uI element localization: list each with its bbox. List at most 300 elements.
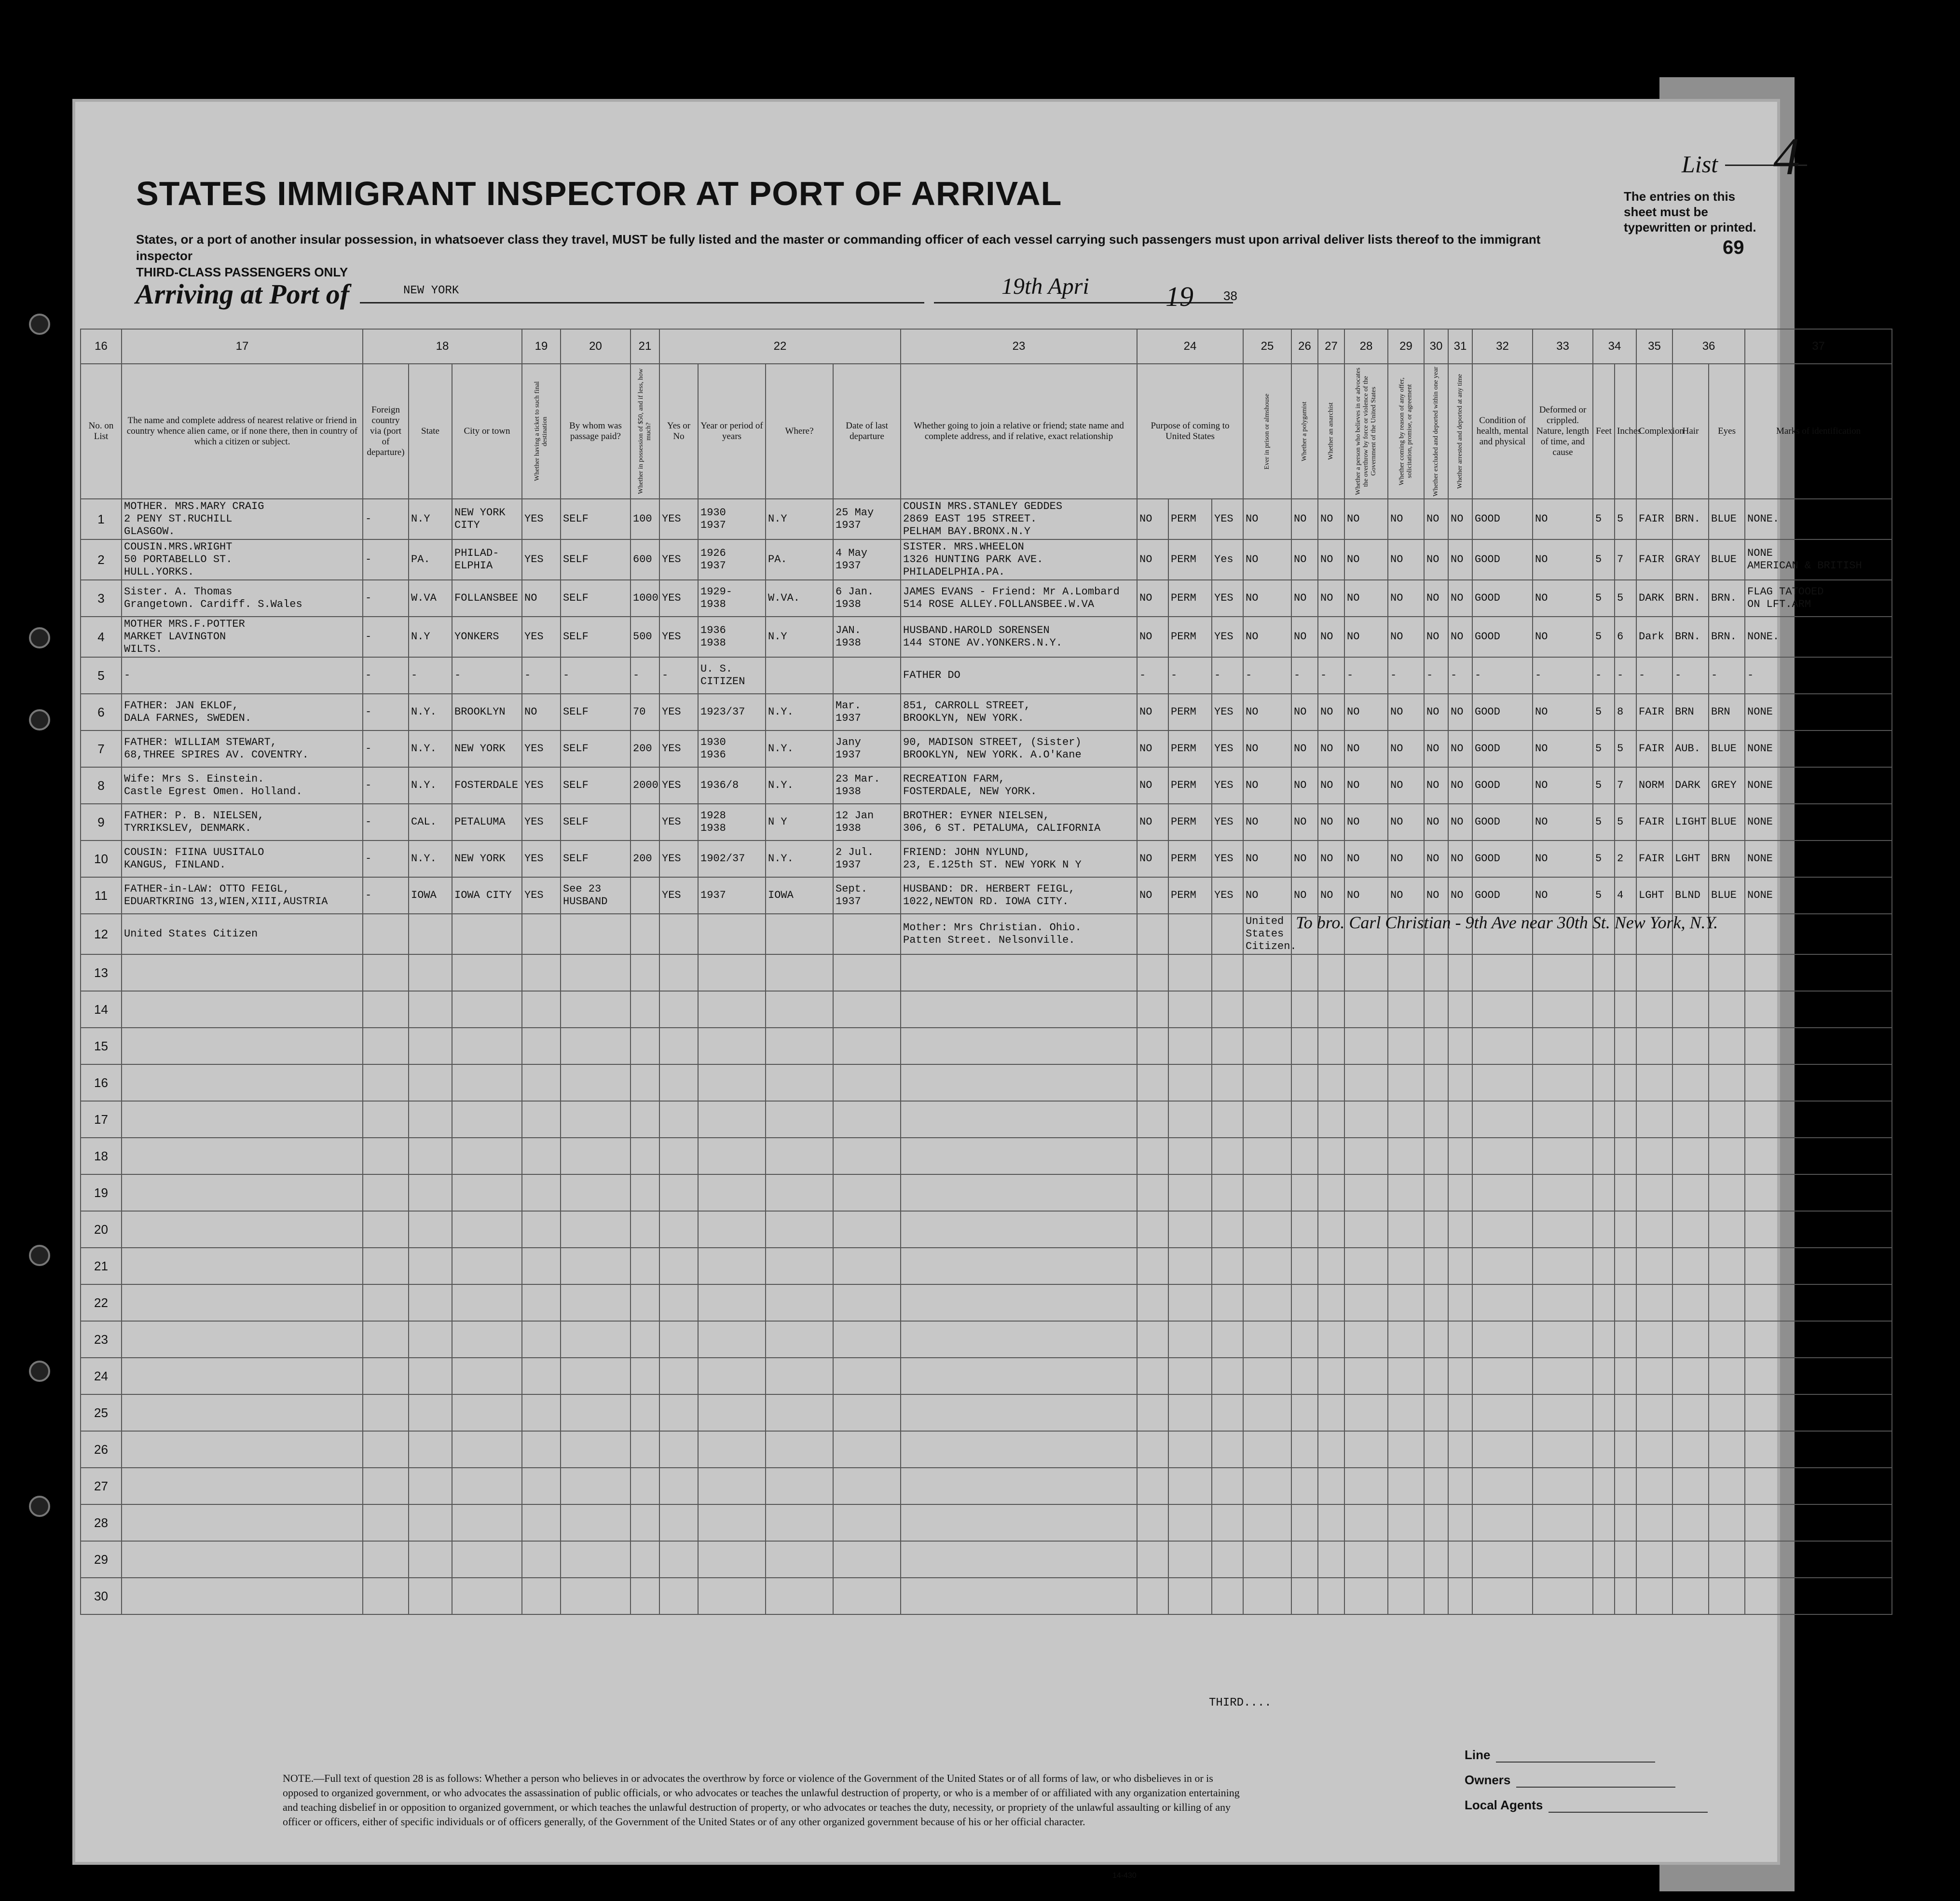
- cell-yesno: [659, 1468, 698, 1504]
- cell-c26: [1291, 1138, 1318, 1174]
- cell-hair: [1672, 991, 1709, 1028]
- cell-city: YONKERS: [452, 617, 522, 657]
- cell-where: IOWA: [766, 877, 833, 914]
- cell-marks: -: [1745, 657, 1892, 694]
- cell-date: [833, 1284, 901, 1321]
- cell-c30: [1424, 1504, 1448, 1541]
- cell-c27: [1318, 1468, 1344, 1504]
- cell-state: N.Y.: [409, 694, 452, 730]
- cell-fifty: -: [630, 657, 659, 694]
- cell-c24a: -: [1137, 657, 1168, 694]
- cell-state: [409, 1394, 452, 1431]
- cell-yesno: YES: [659, 580, 698, 617]
- cell-deformed: [1533, 1468, 1593, 1504]
- cell-c24a: [1137, 1248, 1168, 1284]
- cell-state: [409, 1101, 452, 1138]
- cell-c31: [1448, 1248, 1472, 1284]
- cell-c24c: [1212, 1504, 1243, 1541]
- cell-hair: [1672, 1504, 1709, 1541]
- cell-yesno: [659, 1541, 698, 1578]
- cell-paid: [561, 1248, 630, 1284]
- cell-c25: [1243, 1578, 1291, 1614]
- cell-c24a: [1137, 1174, 1168, 1211]
- cell-complexion: [1636, 1211, 1672, 1248]
- heading-c28: Whether a person who believes in or advocates the overthrow by force or violence of the Government of the United States: [1344, 364, 1388, 499]
- cell-date: 4 May 1937: [833, 539, 901, 580]
- cell-c24b: PERM: [1168, 539, 1212, 580]
- cell-c29: NO: [1388, 694, 1424, 730]
- cell-c24c: [1212, 1174, 1243, 1211]
- cell-hair: [1672, 1541, 1709, 1578]
- cell-ticket: [522, 1211, 561, 1248]
- heading-no: No. on List: [81, 364, 122, 499]
- cell-c31: -: [1448, 657, 1472, 694]
- cell-ticket: YES: [522, 539, 561, 580]
- cell-c24b: [1168, 1211, 1212, 1248]
- cell-c26: [1291, 991, 1318, 1028]
- cell-c28: [1344, 1174, 1388, 1211]
- cell-c26: [1291, 1541, 1318, 1578]
- cell-c28: [1344, 1248, 1388, 1284]
- cell-fifty: 1000: [630, 580, 659, 617]
- cell-hair: [1672, 1578, 1709, 1614]
- cell-hair: [1672, 1101, 1709, 1138]
- cell-where: PA.: [766, 539, 833, 580]
- table-row: [81, 1578, 1892, 1614]
- cell-c24c: [1212, 1028, 1243, 1064]
- cell-no: 9: [81, 804, 122, 840]
- table-row: [81, 499, 1892, 539]
- cell-no: 21: [81, 1248, 122, 1284]
- cell-c28: [1344, 1028, 1388, 1064]
- cell-c31: [1448, 1321, 1472, 1358]
- cell-c24a: NO: [1137, 730, 1168, 767]
- cell-c29: -: [1388, 657, 1424, 694]
- cell-deformed: NO: [1533, 617, 1593, 657]
- col-num: 36: [1672, 329, 1745, 364]
- cell-c24c: [1212, 1138, 1243, 1174]
- cell-state: [409, 991, 452, 1028]
- cell-years: [698, 914, 766, 954]
- cell-c24c: [1212, 1578, 1243, 1614]
- cell-feet: [1593, 954, 1615, 991]
- cell-c24b: [1168, 1504, 1212, 1541]
- cell-c25: NO: [1243, 539, 1291, 580]
- cell-relative: [122, 1028, 363, 1064]
- cell-ticket: [522, 1578, 561, 1614]
- cell-city: [452, 1174, 522, 1211]
- cell-c30: [1424, 1101, 1448, 1138]
- cell-where: N.Y.: [766, 694, 833, 730]
- cell-fifty: [630, 1504, 659, 1541]
- cell-ticket: -: [522, 657, 561, 694]
- table-row: [81, 1028, 1892, 1064]
- cell-deformed: NO: [1533, 804, 1593, 840]
- cell-health: GOOD: [1472, 617, 1533, 657]
- cell-fifty: [630, 914, 659, 954]
- col-num: 22: [659, 329, 901, 364]
- cell-marks: FLAG TATOOED ON LFT.ARM: [1745, 580, 1892, 617]
- punch-hole: [29, 709, 50, 730]
- cell-c26: [1291, 1468, 1318, 1504]
- arrival-date: 19th Apri: [1001, 274, 1089, 299]
- cell-complexion: NORM: [1636, 767, 1672, 804]
- cell-eyes: [1709, 1284, 1745, 1321]
- cell-hair: LGHT: [1672, 840, 1709, 877]
- cell-where: N.Y.: [766, 840, 833, 877]
- cell-eyes: [1709, 1358, 1745, 1394]
- cell-c30: [1424, 954, 1448, 991]
- cell-eyes: BRN.: [1709, 580, 1745, 617]
- cell-hair: [1672, 1211, 1709, 1248]
- line-row: [1465, 1737, 1708, 1763]
- cell-city: [452, 991, 522, 1028]
- cell-c28: [1344, 1541, 1388, 1578]
- cell-years: 1930 1937: [698, 499, 766, 539]
- cell-paid: -: [561, 657, 630, 694]
- cell-fifty: [630, 877, 659, 914]
- cell-c31: [1448, 954, 1472, 991]
- table-row: [81, 1174, 1892, 1211]
- cell-ticket: [522, 1248, 561, 1284]
- cell-c26: NO: [1291, 499, 1318, 539]
- cell-eyes: [1709, 1541, 1745, 1578]
- cell-foreign: [363, 1431, 409, 1468]
- cell-c24b: [1168, 1578, 1212, 1614]
- cell-date: [833, 1028, 901, 1064]
- cell-no: 3: [81, 580, 122, 617]
- cell-relative: [122, 1358, 363, 1394]
- cell-foreign: [363, 1541, 409, 1578]
- cell-complexion: [1636, 1174, 1672, 1211]
- cell-c24a: [1137, 1211, 1168, 1248]
- cell-c24a: [1137, 1284, 1168, 1321]
- cell-health: GOOD: [1472, 877, 1533, 914]
- cell-c28: NO: [1344, 730, 1388, 767]
- cell-eyes: BLUE: [1709, 730, 1745, 767]
- cell-joining: [901, 1211, 1137, 1248]
- col-num: 30: [1424, 329, 1448, 364]
- cell-no: 25: [81, 1394, 122, 1431]
- cell-c26: [1291, 1174, 1318, 1211]
- cell-c24a: NO: [1137, 767, 1168, 804]
- cell-c24b: [1168, 1138, 1212, 1174]
- cell-no: 6: [81, 694, 122, 730]
- cell-relative: MOTHER. MRS.MARY CRAIG 2 PENY ST.RUCHILL GLASGOW.: [122, 499, 363, 539]
- cell-yesno: [659, 1064, 698, 1101]
- cell-fifty: [630, 1358, 659, 1394]
- cell-inches: [1615, 1174, 1636, 1211]
- cell-paid: SELF: [561, 840, 630, 877]
- cell-c24c: YES: [1212, 877, 1243, 914]
- cell-eyes: [1709, 1064, 1745, 1101]
- cell-feet: [1593, 1211, 1615, 1248]
- cell-marks: NONE: [1745, 877, 1892, 914]
- cell-relative: COUSIN.MRS.WRIGHT 50 PORTABELLO ST. HULL.YORKS.: [122, 539, 363, 580]
- col-num: 31: [1448, 329, 1472, 364]
- cell-city: [452, 914, 522, 954]
- cell-feet: [1593, 991, 1615, 1028]
- cell-health: [1472, 1321, 1533, 1358]
- cell-inches: 4: [1615, 877, 1636, 914]
- cell-c26: NO: [1291, 617, 1318, 657]
- cell-complexion: [1636, 954, 1672, 991]
- cell-c29: [1388, 1174, 1424, 1211]
- cell-c24c: [1212, 1064, 1243, 1101]
- cell-fifty: [630, 1064, 659, 1101]
- cell-c30: [1424, 1211, 1448, 1248]
- cell-paid: [561, 1064, 630, 1101]
- cell-no: 10: [81, 840, 122, 877]
- heading-city: City or town: [452, 364, 522, 499]
- heading-ticket: Whether having a ticket to such final destination: [522, 364, 561, 499]
- cell-feet: [1593, 1541, 1615, 1578]
- cell-yesno: YES: [659, 617, 698, 657]
- cell-yesno: [659, 1578, 698, 1614]
- punch-hole: [29, 627, 50, 648]
- cell-yesno: [659, 991, 698, 1028]
- cell-fifty: [630, 1028, 659, 1064]
- cell-joining: [901, 1321, 1137, 1358]
- cell-relative: [122, 991, 363, 1028]
- cell-deformed: -: [1533, 657, 1593, 694]
- cell-years: [698, 1064, 766, 1101]
- cell-complexion: [1636, 1321, 1672, 1358]
- cell-c24b: [1168, 1174, 1212, 1211]
- cell-c30: NO: [1424, 804, 1448, 840]
- cell-c24c: YES: [1212, 730, 1243, 767]
- cell-years: [698, 1541, 766, 1578]
- cell-complexion: [1636, 1504, 1672, 1541]
- cell-where: [766, 1504, 833, 1541]
- cell-hair: DARK: [1672, 767, 1709, 804]
- cell-joining: [901, 1248, 1137, 1284]
- cell-state: N.Y.: [409, 840, 452, 877]
- cell-c24a: [1137, 1064, 1168, 1101]
- cell-marks: NONE: [1745, 694, 1892, 730]
- col-num: 24: [1137, 329, 1243, 364]
- cell-eyes: BRN: [1709, 694, 1745, 730]
- cell-marks: NONE: [1745, 730, 1892, 767]
- cell-deformed: [1533, 1541, 1593, 1578]
- table-row: [81, 1468, 1892, 1504]
- cell-c24b: [1168, 1284, 1212, 1321]
- cell-c24b: PERM: [1168, 877, 1212, 914]
- cell-inches: [1615, 991, 1636, 1028]
- cell-c29: [1388, 1578, 1424, 1614]
- cell-c29: [1388, 991, 1424, 1028]
- cell-inches: [1615, 954, 1636, 991]
- cell-c30: NO: [1424, 767, 1448, 804]
- cell-c29: NO: [1388, 840, 1424, 877]
- port-line: [360, 302, 924, 303]
- cell-marks: [1745, 1431, 1892, 1468]
- cell-joining: [901, 1028, 1137, 1064]
- cell-c31: NO: [1448, 730, 1472, 767]
- line-label: Line: [1465, 1748, 1491, 1762]
- cell-yesno: YES: [659, 499, 698, 539]
- cell-date: [833, 914, 901, 954]
- cell-c24a: [1137, 991, 1168, 1028]
- cell-marks: NONE: [1745, 804, 1892, 840]
- cell-ticket: [522, 1431, 561, 1468]
- cell-health: [1472, 1101, 1533, 1138]
- cell-deformed: NO: [1533, 767, 1593, 804]
- cell-years: [698, 1394, 766, 1431]
- cell-state: PA.: [409, 539, 452, 580]
- cell-c24c: [1212, 1358, 1243, 1394]
- cell-relative: [122, 1321, 363, 1358]
- cell-c26: [1291, 1321, 1318, 1358]
- cell-c30: [1424, 1431, 1448, 1468]
- cell-paid: SELF: [561, 580, 630, 617]
- cell-c28: -: [1344, 657, 1388, 694]
- cell-c30: [1424, 1321, 1448, 1358]
- cell-hair: [1672, 1358, 1709, 1394]
- cell-inches: 2: [1615, 840, 1636, 877]
- table-row: [81, 1138, 1892, 1174]
- cell-inches: [1615, 1468, 1636, 1504]
- cell-health: GOOD: [1472, 499, 1533, 539]
- cell-where: [766, 1138, 833, 1174]
- cell-years: [698, 1284, 766, 1321]
- cell-no: 22: [81, 1284, 122, 1321]
- cell-c30: [1424, 1284, 1448, 1321]
- cell-foreign: [363, 1468, 409, 1504]
- cell-eyes: [1709, 1138, 1745, 1174]
- cell-hair: [1672, 1248, 1709, 1284]
- cell-marks: [1745, 1468, 1892, 1504]
- cell-relative: [122, 1248, 363, 1284]
- cell-fifty: [630, 1174, 659, 1211]
- cell-deformed: [1533, 1064, 1593, 1101]
- heading-c30: Whether excluded and deported within one year: [1424, 364, 1448, 499]
- cell-health: [1472, 954, 1533, 991]
- cell-c29: [1388, 1284, 1424, 1321]
- cell-relative: [122, 1394, 363, 1431]
- heading-passage-paid: By whom was passage paid?: [561, 364, 630, 499]
- cell-c24c: [1212, 1394, 1243, 1431]
- cell-joining: [901, 1174, 1137, 1211]
- cell-date: [833, 1101, 901, 1138]
- cell-c28: [1344, 1358, 1388, 1394]
- cell-ticket: NO: [522, 694, 561, 730]
- cell-c28: NO: [1344, 617, 1388, 657]
- cell-years: [698, 1358, 766, 1394]
- handwritten-note: To bro. Carl Christian - 9th Ave near 30th St. New York, N.Y.: [1296, 913, 1718, 932]
- cell-c25: NO: [1243, 840, 1291, 877]
- cell-c28: [1344, 1431, 1388, 1468]
- cell-c31: [1448, 991, 1472, 1028]
- cell-c24a: [1137, 954, 1168, 991]
- cell-c26: [1291, 1394, 1318, 1431]
- cell-c24b: [1168, 1358, 1212, 1394]
- cell-fifty: [630, 1578, 659, 1614]
- cell-eyes: [1709, 1431, 1745, 1468]
- cell-foreign: [363, 1028, 409, 1064]
- cell-where: [766, 657, 833, 694]
- col-num: 27: [1318, 329, 1344, 364]
- cell-c31: NO: [1448, 877, 1472, 914]
- cell-marks: [1745, 1394, 1892, 1431]
- cell-deformed: [1533, 954, 1593, 991]
- punch-hole: [29, 314, 50, 335]
- cell-c24c: [1212, 1101, 1243, 1138]
- cell-c29: [1388, 1101, 1424, 1138]
- cell-deformed: [1533, 1358, 1593, 1394]
- cell-yesno: [659, 1504, 698, 1541]
- cell-c24b: [1168, 1028, 1212, 1064]
- cell-inches: [1615, 1064, 1636, 1101]
- cell-date: JAN. 1938: [833, 617, 901, 657]
- cell-c27: [1318, 1321, 1344, 1358]
- cell-hair: AUB.: [1672, 730, 1709, 767]
- cell-c27: [1318, 1064, 1344, 1101]
- cell-marks: [1745, 991, 1892, 1028]
- cell-inches: -: [1615, 657, 1636, 694]
- cell-marks: [1745, 1358, 1892, 1394]
- cell-c24b: [1168, 991, 1212, 1028]
- cell-city: [452, 1284, 522, 1321]
- cell-date: 6 Jan. 1938: [833, 580, 901, 617]
- heading-marks: Marks of identification: [1745, 364, 1892, 499]
- cell-c24a: [1137, 1468, 1168, 1504]
- cell-date: [833, 1174, 901, 1211]
- cell-c24b: PERM: [1168, 804, 1212, 840]
- arrival-year-prefix: 19: [1165, 281, 1193, 312]
- cell-no: 13: [81, 954, 122, 991]
- cell-c30: [1424, 1174, 1448, 1211]
- cell-where: N.Y.: [766, 767, 833, 804]
- cell-relative: -: [122, 657, 363, 694]
- table-row: [81, 617, 1892, 657]
- agents-label: Local Agents: [1465, 1798, 1543, 1812]
- cell-joining: [901, 991, 1137, 1028]
- cell-c27: NO: [1318, 767, 1344, 804]
- cell-c30: NO: [1424, 694, 1448, 730]
- cell-city: [452, 1321, 522, 1358]
- cell-c30: NO: [1424, 730, 1448, 767]
- cell-relative: [122, 1284, 363, 1321]
- cell-yesno: [659, 1321, 698, 1358]
- cell-complexion: Dark: [1636, 617, 1672, 657]
- cell-city: [452, 1358, 522, 1394]
- cell-c28: [1344, 991, 1388, 1028]
- cell-foreign: -: [363, 877, 409, 914]
- cell-where: [766, 1468, 833, 1504]
- cell-deformed: NO: [1533, 877, 1593, 914]
- cell-feet: [1593, 1431, 1615, 1468]
- cell-c31: NO: [1448, 580, 1472, 617]
- cell-city: [452, 954, 522, 991]
- cell-feet: [1593, 1174, 1615, 1211]
- cell-city: FOLLANSBEE: [452, 580, 522, 617]
- col-num: 32: [1472, 329, 1533, 364]
- cell-c25: [1243, 1394, 1291, 1431]
- cell-foreign: [363, 1101, 409, 1138]
- arrival-port: NEW YORK: [403, 284, 459, 297]
- cell-state: [409, 1028, 452, 1064]
- cell-c24b: [1168, 914, 1212, 954]
- cell-fifty: [630, 1321, 659, 1358]
- cell-city: PHILAD- ELPHIA: [452, 539, 522, 580]
- cell-relative: [122, 1211, 363, 1248]
- cell-eyes: [1709, 1504, 1745, 1541]
- cell-relative: [122, 1174, 363, 1211]
- cell-eyes: [1709, 991, 1745, 1028]
- cell-c24b: [1168, 1468, 1212, 1504]
- cell-c24c: YES: [1212, 767, 1243, 804]
